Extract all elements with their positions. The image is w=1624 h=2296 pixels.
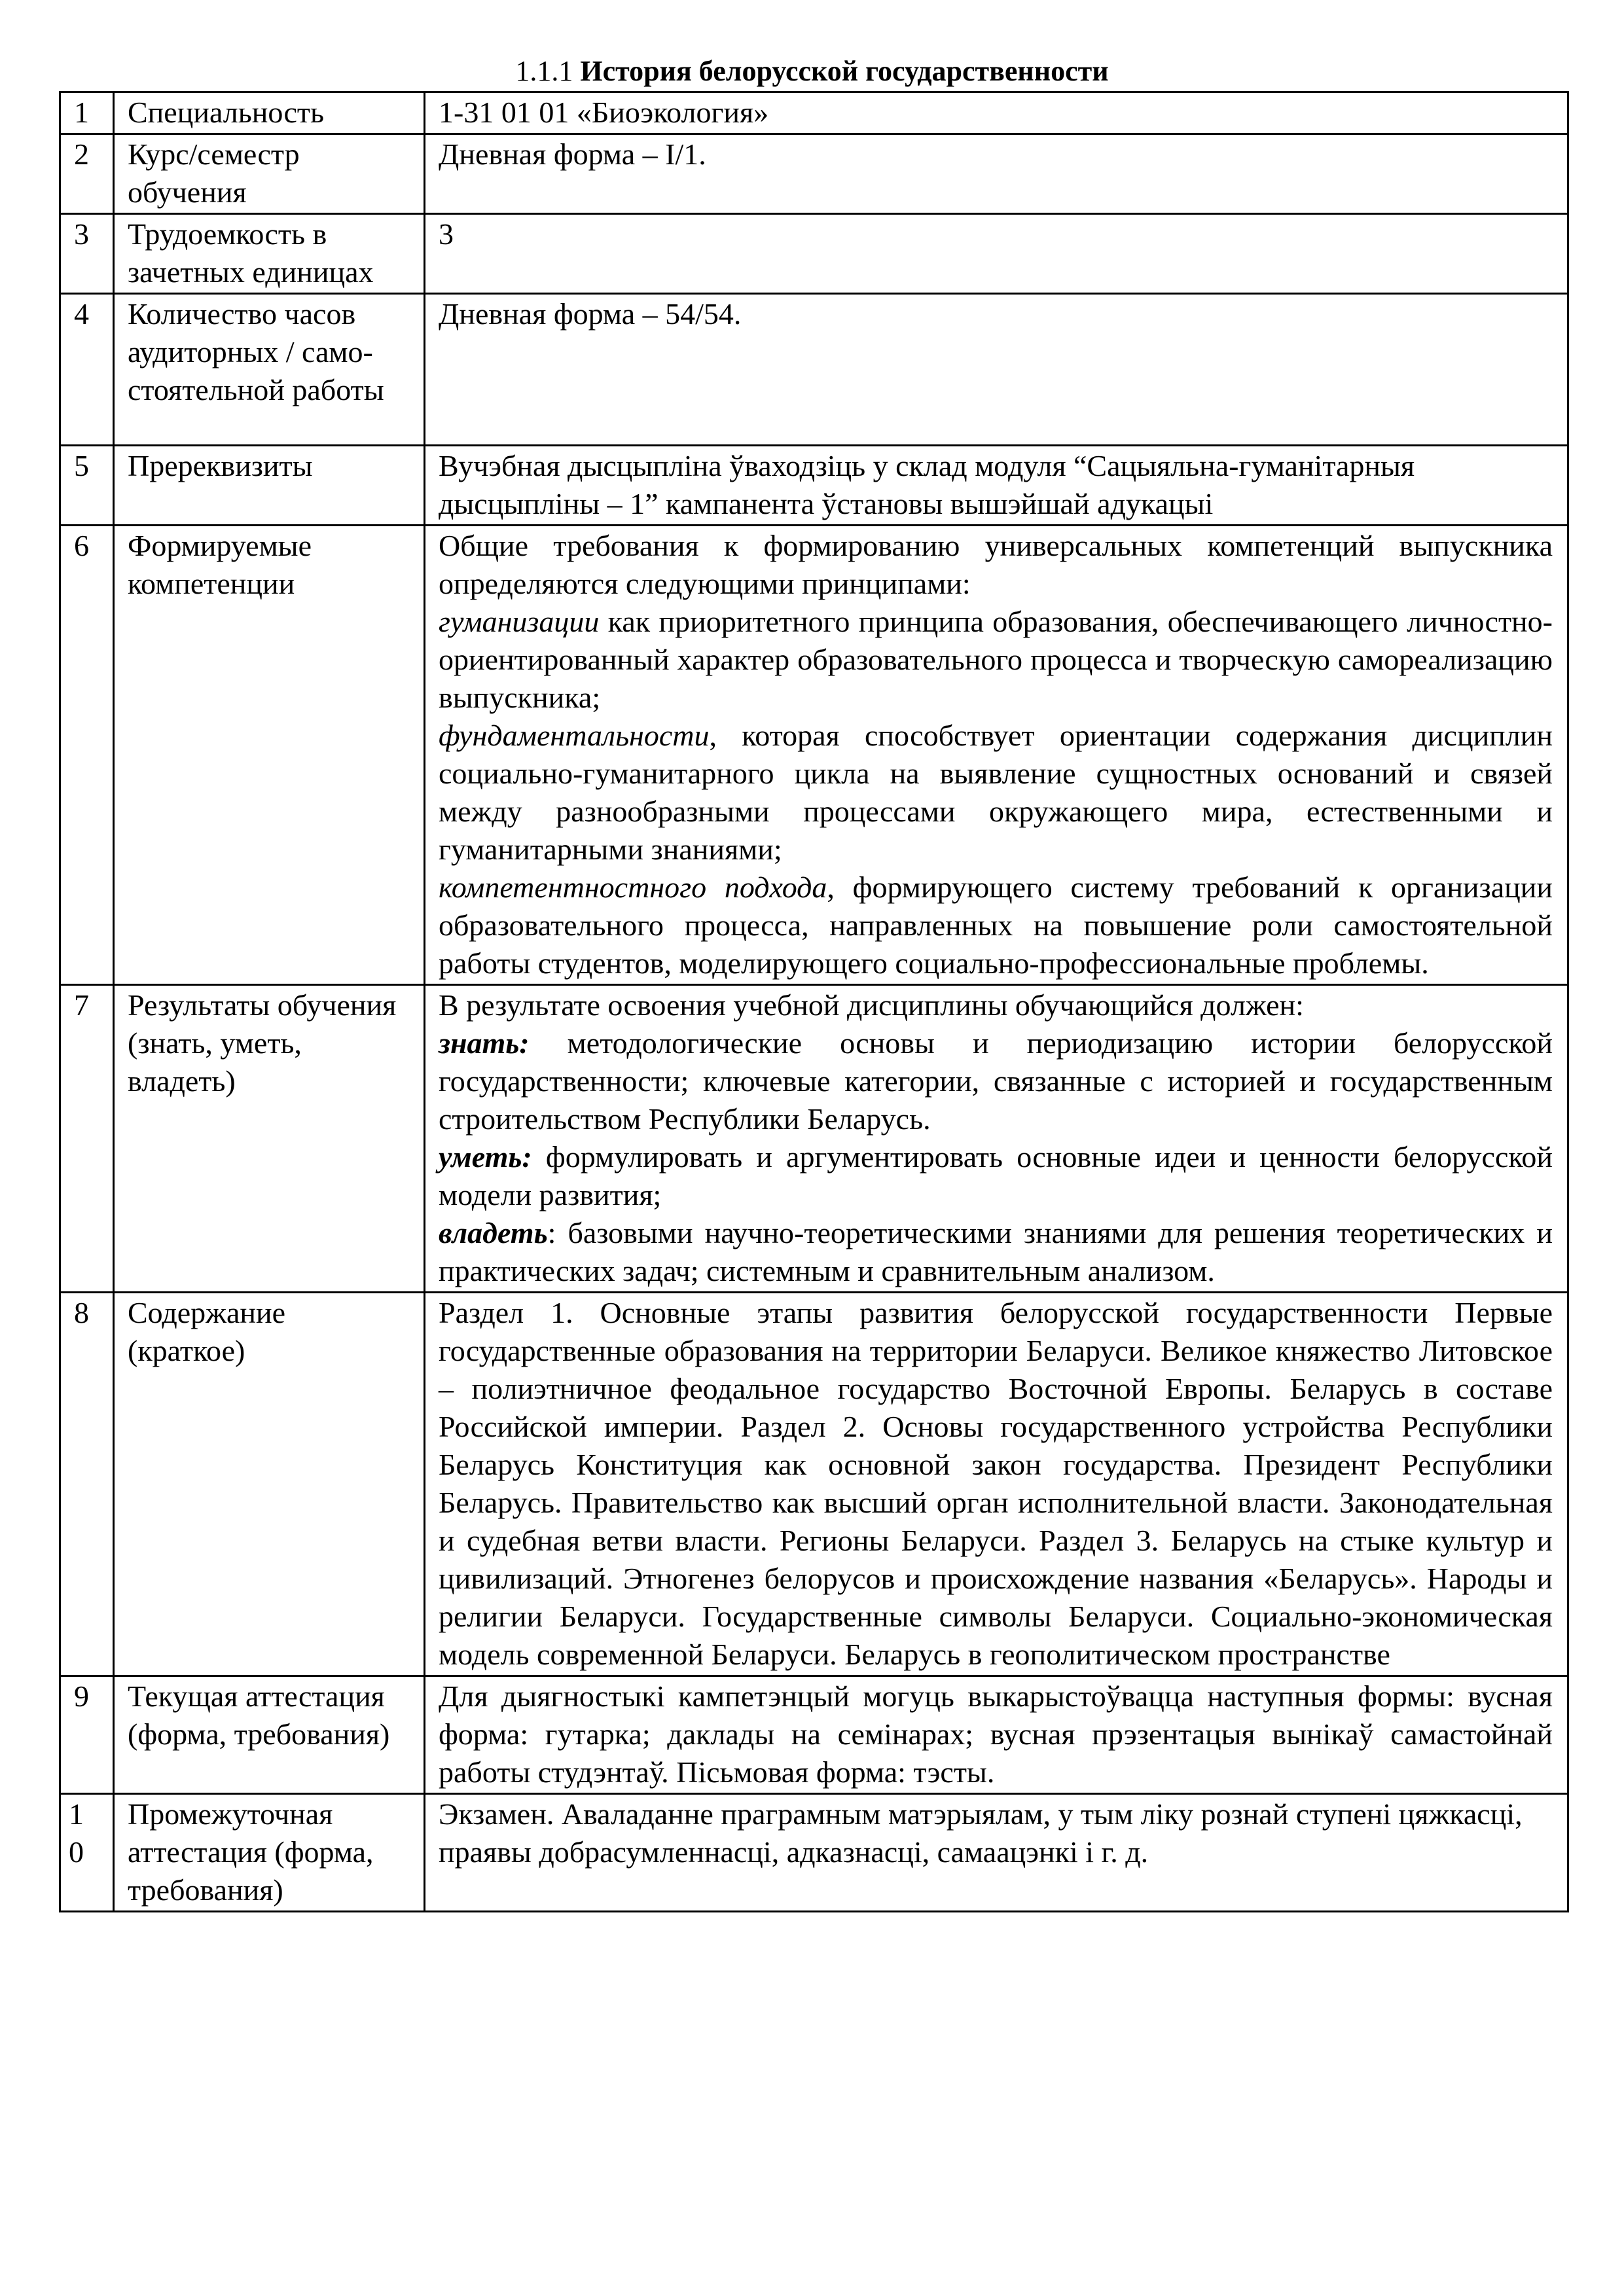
row-label: Содержание (краткое) (114, 1293, 425, 1676)
title-number: 1.1.1 (515, 55, 573, 87)
row-number: 4 (60, 294, 114, 446)
course-table (59, 91, 1569, 1912)
row-value: Дневная форма – 54/54. (425, 294, 1568, 446)
outcome-item (439, 1024, 1553, 1138)
competency-text: , формирующего систему требований к организации образовательного процесса, направленных на повышение роли самостоятельной работы студентов, моделирующего социально-профессиональные проблемы. (439, 870, 1553, 980)
row-value: 3 (425, 214, 1568, 294)
row-number: 9 (60, 1676, 114, 1794)
table-row (60, 1794, 1568, 1912)
row-number: 1 (60, 92, 114, 134)
row-label: Промежуточная аттестация (форма, требования) (114, 1794, 425, 1912)
row-number: 7 (60, 985, 114, 1293)
competency-item (439, 717, 1553, 869)
competency-text: , которая способствует ориентации содержания дисциплин социально-гуманитарного цикла на выявление сущностных оснований и связей между разнообразными процессами окружающего мира, естественными и гуманитарными знаниями; (439, 719, 1553, 866)
competency-text: как приоритетного принципа образования, обеспечивающего личностно-ориентированный характер образовательного процесса и творческую самореализацию выпускника; (439, 605, 1553, 714)
row-value: Раздел 1. Основные этапы развития белорусской государственности Первые государственные образования на территории Беларуси. Великое княжество Литовское – полиэтничное феодальное государство Восточной Европы. Беларусь в составе Российской империи. Раздел 2. Основы государственного устройства Республики Беларусь Конституция как основной закон государства. Президент Республики Беларусь. Правительство как высший орган исполнительной власти. Законодательная и судебная ветви власти. Регионы Беларуси. Раздел 3. Беларусь на стыке культур и цивилизаций. Этногенез белорусов и происхождение названия «Беларусь». Народы и религии Беларуси. Государственные символы Беларуси. Социально-экономическая модель современной Беларуси. Беларусь в геополитическом пространстве (425, 1293, 1568, 1676)
table-row (60, 526, 1568, 985)
row-number: 3 (60, 214, 114, 294)
row-number: 2 (60, 134, 114, 214)
table-row (60, 1293, 1568, 1676)
outcome-item (439, 1214, 1553, 1290)
table-row (60, 446, 1568, 526)
competency-term: гуманизации (439, 605, 600, 638)
row-value (425, 985, 1568, 1293)
competency-term: фундаментальности (439, 719, 710, 752)
page-title (0, 54, 1624, 89)
row-label: Формируемые компетенции (114, 526, 425, 985)
outcome-text: методологические основы и периодизацию истории белорусской государственности; ключевые категории, связанные с историей и государственным строительством Республики Беларусь. (439, 1026, 1553, 1136)
row-label: Курс/семестр обучения (114, 134, 425, 214)
outcomes-intro: В результате освоения учебной дисциплины обучающийся должен: (439, 988, 1304, 1022)
row-number: 10 (60, 1794, 114, 1912)
outcome-term: уметь: (439, 1140, 532, 1174)
row-value: 1-31 01 01 «Биоэкология» (425, 92, 1568, 134)
title-text: История белорусской государственности (580, 55, 1109, 87)
row-value: Для дыягностыкі кампетэнцый могуць выкарыстоўвацца наступныя формы: вусная форма: гутарка; даклады на семінарах; вусная прэзентацыя вынікаў самастойнай работы студэнтаў. Пісьмовая форма: тэсты. (425, 1676, 1568, 1794)
competency-term: компетентностного подхода (439, 870, 827, 904)
row-value: Вучэбная дысцыпліна ўваходзіць у склад модуля “Сацыяльна-гуманітарныя дысцыпліны – 1” кампанента ўстановы вышэйшай адукацыі (425, 446, 1568, 526)
row-number: 8 (60, 1293, 114, 1676)
table-row (60, 985, 1568, 1293)
table-row (60, 214, 1568, 294)
table-row (60, 92, 1568, 134)
outcome-text: формулировать и аргументировать основные идеи и ценности белорусской модели развития; (439, 1140, 1553, 1211)
outcome-text: : базовыми научно-теоретическими знаниями для решения теоретических и практических задач; системным и сравнительным анализом. (439, 1216, 1553, 1287)
row-value: Дневная форма – I/1. (425, 134, 1568, 214)
row-label: Текущая аттестация (форма, требования) (114, 1676, 425, 1794)
row-label: Пререквизиты (114, 446, 425, 526)
row-value (425, 526, 1568, 985)
competency-item (439, 603, 1553, 717)
table-row (60, 134, 1568, 214)
table-row (60, 294, 1568, 446)
row-label: Количество часов аудиторных / само-стоятельной работы (114, 294, 425, 446)
outcome-term: знать: (439, 1026, 530, 1060)
competency-item (439, 869, 1553, 982)
competencies-intro: Общие требования к формированию универсальных компетенций выпускника определяются следующими принципами: (439, 529, 1553, 600)
row-number: 5 (60, 446, 114, 526)
row-number: 6 (60, 526, 114, 985)
outcome-item (439, 1138, 1553, 1214)
row-value: Экзамен. Аваладанне праграмным матэрыялам, у тым ліку рознай ступені цяжкасці, праявы добрасумленнасці, адказнасці, самаацэнкі і г. д. (425, 1794, 1568, 1912)
row-label: Трудоемкость в зачетных единицах (114, 214, 425, 294)
table-row (60, 1676, 1568, 1794)
outcome-term: владеть (439, 1216, 548, 1249)
row-label: Результаты обучения (знать, уметь, владеть) (114, 985, 425, 1293)
row-label: Специальность (114, 92, 425, 134)
